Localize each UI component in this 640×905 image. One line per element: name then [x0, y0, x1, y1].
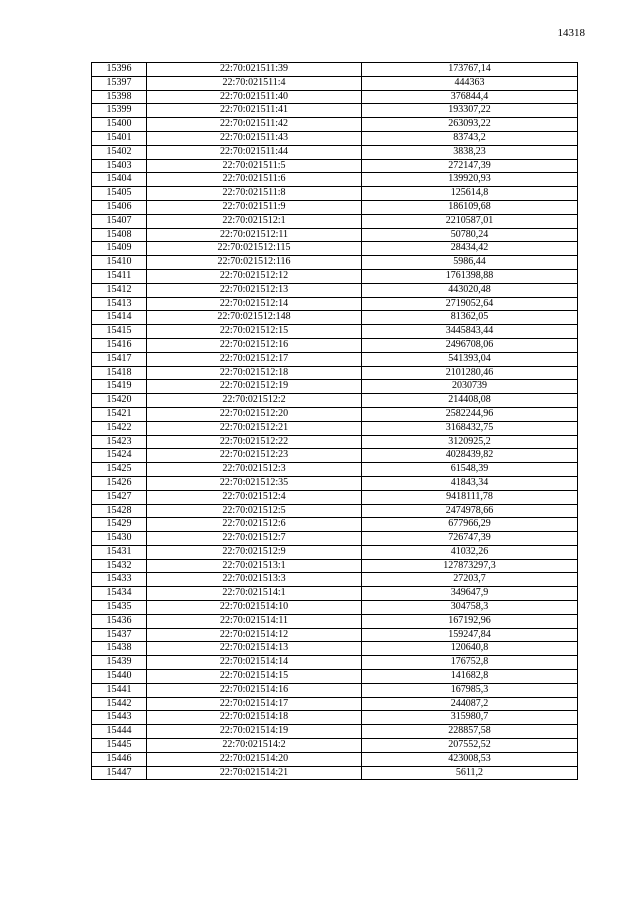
row-number-cell: 15421: [92, 407, 147, 421]
cadastral-number-cell: 22:70:021512:9: [147, 545, 362, 559]
row-number-cell: 15412: [92, 283, 147, 297]
table-row: [92, 614, 578, 628]
row-number-cell: 15438: [92, 642, 147, 656]
value-cell: 81362,05: [362, 311, 578, 325]
row-number-cell: 15440: [92, 670, 147, 684]
value-cell: 193307,22: [362, 104, 578, 118]
cadastral-number-cell: 22:70:021512:14: [147, 297, 362, 311]
cadastral-number-cell: 22:70:021514:11: [147, 614, 362, 628]
value-cell: 167985,3: [362, 683, 578, 697]
row-number-cell: 15408: [92, 228, 147, 242]
cadastral-number-cell: 22:70:021511:9: [147, 200, 362, 214]
value-cell: 41032,26: [362, 545, 578, 559]
table-row: [92, 683, 578, 697]
row-number-cell: 15442: [92, 697, 147, 711]
table-row: [92, 131, 578, 145]
cadastral-number-cell: 22:70:021512:13: [147, 283, 362, 297]
cadastral-number-cell: 22:70:021511:8: [147, 187, 362, 201]
table-row: [92, 532, 578, 546]
value-cell: 41843,34: [362, 476, 578, 490]
value-cell: 50780,24: [362, 228, 578, 242]
row-number-cell: 15424: [92, 449, 147, 463]
cadastral-number-cell: 22:70:021512:7: [147, 532, 362, 546]
cadastral-number-cell: 22:70:021511:42: [147, 118, 362, 132]
row-number-cell: 15445: [92, 739, 147, 753]
table-row: [92, 297, 578, 311]
value-cell: 304758,3: [362, 601, 578, 615]
value-cell: 444363: [362, 76, 578, 90]
table-row: [92, 656, 578, 670]
table-row: [92, 228, 578, 242]
value-cell: 5986,44: [362, 256, 578, 270]
row-number-cell: 15411: [92, 269, 147, 283]
value-cell: 1761398,88: [362, 269, 578, 283]
cadastral-number-cell: 22:70:021511:41: [147, 104, 362, 118]
row-number-cell: 15403: [92, 159, 147, 173]
value-cell: 186109,68: [362, 200, 578, 214]
cadastral-number-cell: 22:70:021512:20: [147, 407, 362, 421]
cadastral-number-cell: 22:70:021512:5: [147, 504, 362, 518]
cadastral-number-cell: 22:70:021514:18: [147, 711, 362, 725]
value-cell: 125614,8: [362, 187, 578, 201]
row-number-cell: 15443: [92, 711, 147, 725]
cadastral-number-cell: 22:70:021511:5: [147, 159, 362, 173]
row-number-cell: 15428: [92, 504, 147, 518]
row-number-cell: 15446: [92, 752, 147, 766]
table-row: [92, 752, 578, 766]
cadastral-number-cell: 22:70:021514:21: [147, 766, 362, 780]
cadastral-number-cell: 22:70:021514:2: [147, 739, 362, 753]
row-number-cell: 15400: [92, 118, 147, 132]
row-number-cell: 15397: [92, 76, 147, 90]
value-cell: 2496708,06: [362, 338, 578, 352]
row-number-cell: 15409: [92, 242, 147, 256]
value-cell: 141682,8: [362, 670, 578, 684]
value-cell: 2474978,66: [362, 504, 578, 518]
cadastral-number-cell: 22:70:021511:43: [147, 131, 362, 145]
value-cell: 9418111,78: [362, 490, 578, 504]
table-row: [92, 104, 578, 118]
value-cell: 61548,39: [362, 463, 578, 477]
row-number-cell: 15423: [92, 435, 147, 449]
value-cell: 3838,23: [362, 145, 578, 159]
table-row: [92, 394, 578, 408]
value-cell: 3445843,44: [362, 325, 578, 339]
value-cell: 2030739: [362, 380, 578, 394]
value-cell: 443020,48: [362, 283, 578, 297]
value-cell: 139920,93: [362, 173, 578, 187]
value-cell: 272147,39: [362, 159, 578, 173]
table-row: [92, 269, 578, 283]
value-cell: 2582244,96: [362, 407, 578, 421]
table-row: [92, 587, 578, 601]
cadastral-number-cell: 22:70:021512:6: [147, 518, 362, 532]
table-row: [92, 407, 578, 421]
cadastral-number-cell: 22:70:021514:17: [147, 697, 362, 711]
cadastral-number-cell: 22:70:021512:2: [147, 394, 362, 408]
table-row: [92, 311, 578, 325]
value-cell: 5611,2: [362, 766, 578, 780]
table-row: [92, 490, 578, 504]
row-number-cell: 15419: [92, 380, 147, 394]
cadastral-number-cell: 22:70:021512:116: [147, 256, 362, 270]
cadastral-number-cell: 22:70:021514:1: [147, 587, 362, 601]
table-row: [92, 63, 578, 77]
value-cell: 4028439,82: [362, 449, 578, 463]
table-row: [92, 187, 578, 201]
row-number-cell: 15407: [92, 214, 147, 228]
cadastral-number-cell: 22:70:021512:16: [147, 338, 362, 352]
cadastral-number-cell: 22:70:021513:1: [147, 559, 362, 573]
table-row: [92, 697, 578, 711]
row-number-cell: 15404: [92, 173, 147, 187]
table-row: [92, 145, 578, 159]
table-row: [92, 435, 578, 449]
cadastral-number-cell: 22:70:021512:35: [147, 476, 362, 490]
table-row: [92, 118, 578, 132]
cadastral-number-cell: 22:70:021512:21: [147, 421, 362, 435]
cadastral-number-cell: 22:70:021512:4: [147, 490, 362, 504]
cadastral-number-cell: 22:70:021514:13: [147, 642, 362, 656]
row-number-cell: 15429: [92, 518, 147, 532]
table-row: [92, 463, 578, 477]
row-number-cell: 15396: [92, 63, 147, 77]
table-row: [92, 559, 578, 573]
row-number-cell: 15413: [92, 297, 147, 311]
table-row: [92, 159, 578, 173]
table-row: [92, 449, 578, 463]
value-cell: 83743,2: [362, 131, 578, 145]
row-number-cell: 15427: [92, 490, 147, 504]
value-cell: 167192,96: [362, 614, 578, 628]
cadastral-number-cell: 22:70:021512:15: [147, 325, 362, 339]
row-number-cell: 15426: [92, 476, 147, 490]
row-number-cell: 15402: [92, 145, 147, 159]
row-number-cell: 15399: [92, 104, 147, 118]
value-cell: 726747,39: [362, 532, 578, 546]
value-cell: 541393,04: [362, 352, 578, 366]
table-row: [92, 739, 578, 753]
value-cell: 120640,8: [362, 642, 578, 656]
row-number-cell: 15431: [92, 545, 147, 559]
value-cell: 349647,9: [362, 587, 578, 601]
table-row: [92, 90, 578, 104]
table-row: [92, 256, 578, 270]
table-row: [92, 504, 578, 518]
row-number-cell: 15425: [92, 463, 147, 477]
table-row: [92, 352, 578, 366]
value-cell: 2210587,01: [362, 214, 578, 228]
row-number-cell: 15437: [92, 628, 147, 642]
table-row: [92, 725, 578, 739]
row-number-cell: 15439: [92, 656, 147, 670]
value-cell: 2101280,46: [362, 366, 578, 380]
cadastral-number-cell: 22:70:021512:11: [147, 228, 362, 242]
value-cell: 127873297,3: [362, 559, 578, 573]
table-row: [92, 476, 578, 490]
value-cell: 3168432,75: [362, 421, 578, 435]
table-row: [92, 76, 578, 90]
value-cell: 376844,4: [362, 90, 578, 104]
table-row: [92, 642, 578, 656]
value-cell: 3120925,2: [362, 435, 578, 449]
cadastral-number-cell: 22:70:021514:12: [147, 628, 362, 642]
table-row: [92, 214, 578, 228]
table-row: [92, 283, 578, 297]
table-row: [92, 421, 578, 435]
row-number-cell: 15444: [92, 725, 147, 739]
cadastral-number-cell: 22:70:021512:3: [147, 463, 362, 477]
cadastral-number-cell: 22:70:021511:39: [147, 63, 362, 77]
value-cell: 315980,7: [362, 711, 578, 725]
row-number-cell: 15434: [92, 587, 147, 601]
table-row: [92, 670, 578, 684]
cadastral-number-cell: 22:70:021512:1: [147, 214, 362, 228]
cadastral-number-cell: 22:70:021514:15: [147, 670, 362, 684]
cadastral-number-cell: 22:70:021512:12: [147, 269, 362, 283]
table-row: [92, 518, 578, 532]
value-cell: 173767,14: [362, 63, 578, 77]
cadastral-number-cell: 22:70:021514:20: [147, 752, 362, 766]
cadastral-number-cell: 22:70:021513:3: [147, 573, 362, 587]
cadastral-number-cell: 22:70:021512:19: [147, 380, 362, 394]
cadastral-number-cell: 22:70:021514:14: [147, 656, 362, 670]
cadastral-number-cell: 22:70:021514:10: [147, 601, 362, 615]
table-row: [92, 173, 578, 187]
table-row: [92, 200, 578, 214]
cadastral-number-cell: 22:70:021511:6: [147, 173, 362, 187]
row-number-cell: 15416: [92, 338, 147, 352]
row-number-cell: 15405: [92, 187, 147, 201]
cadastral-number-cell: 22:70:021512:17: [147, 352, 362, 366]
value-cell: 28434,42: [362, 242, 578, 256]
value-cell: 228857,58: [362, 725, 578, 739]
row-number-cell: 15401: [92, 131, 147, 145]
value-cell: 207552,52: [362, 739, 578, 753]
table-row: [92, 545, 578, 559]
row-number-cell: 15420: [92, 394, 147, 408]
table-row: [92, 628, 578, 642]
table-row: [92, 325, 578, 339]
row-number-cell: 15436: [92, 614, 147, 628]
value-cell: 214408,08: [362, 394, 578, 408]
cadastral-number-cell: 22:70:021512:115: [147, 242, 362, 256]
row-number-cell: 15432: [92, 559, 147, 573]
value-cell: 423008,53: [362, 752, 578, 766]
cadastral-number-cell: 22:70:021511:40: [147, 90, 362, 104]
row-number-cell: 15417: [92, 352, 147, 366]
row-number-cell: 15435: [92, 601, 147, 615]
data-table: [91, 62, 578, 780]
row-number-cell: 15415: [92, 325, 147, 339]
table-row: [92, 242, 578, 256]
value-cell: 27203,7: [362, 573, 578, 587]
cadastral-number-cell: 22:70:021511:44: [147, 145, 362, 159]
cadastral-number-cell: 22:70:021511:4: [147, 76, 362, 90]
row-number-cell: 15430: [92, 532, 147, 546]
cadastral-number-cell: 22:70:021512:148: [147, 311, 362, 325]
row-number-cell: 15418: [92, 366, 147, 380]
table-row: [92, 573, 578, 587]
table-row: [92, 338, 578, 352]
row-number-cell: 15410: [92, 256, 147, 270]
cadastral-number-cell: 22:70:021512:18: [147, 366, 362, 380]
cadastral-number-cell: 22:70:021512:22: [147, 435, 362, 449]
value-cell: 677966,29: [362, 518, 578, 532]
row-number-cell: 15414: [92, 311, 147, 325]
row-number-cell: 15422: [92, 421, 147, 435]
value-cell: 244087,2: [362, 697, 578, 711]
value-cell: 176752,8: [362, 656, 578, 670]
row-number-cell: 15398: [92, 90, 147, 104]
table-row: [92, 711, 578, 725]
cadastral-number-cell: 22:70:021512:23: [147, 449, 362, 463]
table-row: [92, 601, 578, 615]
cadastral-number-cell: 22:70:021514:19: [147, 725, 362, 739]
row-number-cell: 15447: [92, 766, 147, 780]
value-cell: 2719052,64: [362, 297, 578, 311]
table-row: [92, 766, 578, 780]
row-number-cell: 15406: [92, 200, 147, 214]
table-row: [92, 366, 578, 380]
page-number: 14318: [557, 27, 585, 39]
table-body: [92, 63, 578, 780]
cadastral-number-cell: 22:70:021514:16: [147, 683, 362, 697]
table-row: [92, 380, 578, 394]
value-cell: 159247,84: [362, 628, 578, 642]
value-cell: 263093,22: [362, 118, 578, 132]
row-number-cell: 15433: [92, 573, 147, 587]
row-number-cell: 15441: [92, 683, 147, 697]
